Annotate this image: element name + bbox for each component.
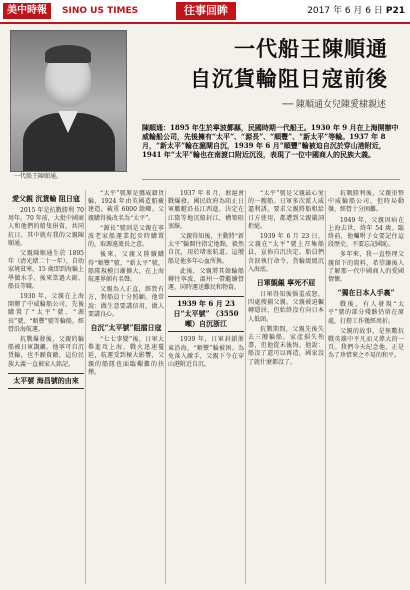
paragraph: 1937 年 8 月，淞滬會戰爆發。國民政府為阻止日軍艦艇沿長江西進，決定在江陰等地沉船封江，構築阻塞線。 (168, 190, 244, 230)
paragraph: “源長”號則是父親在寧波老家船運業起步時購置的，取源遠流長之意。 (88, 224, 164, 249)
paragraph: 1930 年，父親在上海開辦了中威輪船公司，先後購置了“太平”號、“源長”號、“順豐”號等輪船，經營沿海航運。 (8, 293, 84, 333)
article-column-4 (248, 190, 324, 584)
photo-caption: 一代船王陳順通。 (14, 173, 63, 180)
paragraph: 2015 年是抗戰勝利 70 周年。70 年前，大批中國商人和他們的船隻捐資，共同抗日，其中就有我的父親陳順通。 (8, 207, 84, 247)
article-column-1 (8, 190, 84, 584)
newspaper-name-english: SINO US TIMES (62, 6, 139, 16)
paragraph: 1939 年，日軍封鎖浙東沿海，“順豐”輪被困。為免落入敵手，父親下令在穿山港附近自沉。 (168, 336, 244, 369)
newspaper-logo: 美中時報 (3, 3, 51, 19)
paragraph: 抗戰勝利後，父親重整中威輪船公司，但時局動盪，經營十分困難。 (328, 190, 404, 214)
masthead (0, 0, 410, 24)
subheading: 愛父親 沉貨輪 阻日寇 (12, 194, 80, 203)
paragraph: 父親為人正直，經營有方，對船員十分照顧。他常說：做生意要講信用，做人要講良心。 (88, 286, 164, 318)
paragraph: 父親的故事，是無數抗戰英雄中平凡而又偉大的一頁。我們今天紀念他，正是為了珍惜來之不易的和平。 (328, 327, 404, 360)
subheading: 1939 年 6 月 23 日“太平號” （3550 噸）自沉浙江 (168, 296, 244, 332)
page-number: P21 (385, 6, 405, 16)
paragraph: “太平”號原是挪威籍貨輪，1924 年由英國造船廠建造，載重 6000 餘噸。父親購得後改名為“太平”。 (88, 190, 164, 222)
byline: ── 陳順通女兒陳愛棣親述 (282, 100, 386, 110)
article-column-5 (328, 190, 404, 584)
date-text: 2017 年 6 月 6 日 (307, 6, 383, 16)
paragraph: “太平”號是父親最心愛的一艘船。日軍多次派人威逼利誘，要求父親將船租給日方使用，都遭到父親嚴詞拒絕。 (248, 190, 324, 230)
subheading: 日軍覬覦 寧死不屈 (256, 278, 316, 288)
subheading: 太平號 海昌號的由來 (8, 373, 84, 389)
paragraph: 抗戰爆發後，父親的輪船被日軍覬覦。他寧可自沉貨輪，也不願資敵，這份民族大義一直被家人銘記。 (8, 336, 84, 368)
portrait-photo (10, 30, 127, 172)
paragraph: 戰後，有人發現“太平”號的部分殘骸仍留在原處，打撈工作幾經周折。 (328, 301, 404, 325)
column-divider (85, 190, 86, 584)
paragraph: 父親陳順通生於 1895 年（清光緒二十一年），自幼家境貧寒，15 歲即到海輪上學做水手，後來當過大副、船長等職。 (8, 250, 84, 290)
subheading: “獨在日本人手裏” (337, 288, 395, 298)
paragraph: 抗戰期間，父親先後失去三艘輪船，家產損失殆盡，但他從未後悔。他說：船沒了還可以再造，國家沒了就什麼都沒了。 (248, 325, 324, 366)
article-column-3 (168, 190, 244, 584)
paragraph: 此後，父親將其餘輪船轉往寧波、溫州一帶繼續營運，同時運送難民和物資。 (168, 267, 244, 292)
paragraph: 後來，父親又陸續購得“順豐”號、“新太平”號，船隊規模日漸擴大，在上海航運界頗有名聲。 (88, 251, 164, 284)
column-divider (165, 190, 166, 584)
paragraph: “七七事變”後，日軍大舉進攻上海，戰火迅速蔓延，航運受到極大影響，父親的船隊也面臨艱難的抉擇。 (88, 336, 164, 376)
article-intro: 陳順通：1895 年生於寧波鄞縣，民國時期一代船王。1930 年 9 月在上海開辦中威輪船公司，先後擁有“太平”、“源長”、“順豐”、“新太平”等輪。1937 年 8 月，“新太平”輪在滬閘自沉，1939 年 6 月“順豐”輪被迫自沉於穿山港附近，1941 年“太平”輪也在南渡口附近沉沒，表現了一位中國商人的民族大義。 (142, 123, 400, 180)
column-divider (245, 190, 246, 584)
paragraph: 日軍得知後惱羞成怒，四處搜捕父親。父親被迫輾轉隱居，但始終沒有向日本人低頭。 (248, 291, 324, 323)
paragraph: 1949 年，父親因病在上海去世，終年 54 歲。臨終前，他囑咐子女要記住這段歷史，不要忘記國恥。 (328, 216, 404, 249)
paragraph: 父親得知後，主動將“新太平”輪開往指定地點，毅然自沉，用於堵塞航道。這艘船是他多年心血所換。 (168, 233, 244, 265)
issue-date (307, 5, 405, 17)
section-label: 往事回眸 (176, 2, 236, 20)
article-column-2 (88, 190, 164, 584)
column-divider (325, 190, 326, 584)
headline-line-2: 自沉貨輪阻日寇前後 (190, 66, 388, 91)
headline-line-1: 一代船王陳順通 (234, 36, 388, 61)
paragraph: 多年來，我一直整理父親留下的資料，希望讓後人了解那一代中國商人的愛國情懷。 (328, 251, 404, 284)
subheading: 自沉“太平號”阻擋日寇 (90, 323, 162, 333)
paragraph: 1939 年 6 月 23 日，父親在“太平”號上召集船員，宣佈自沉決定。船員們含淚執行命令，貨輪緩緩沉入海底。 (248, 233, 324, 273)
